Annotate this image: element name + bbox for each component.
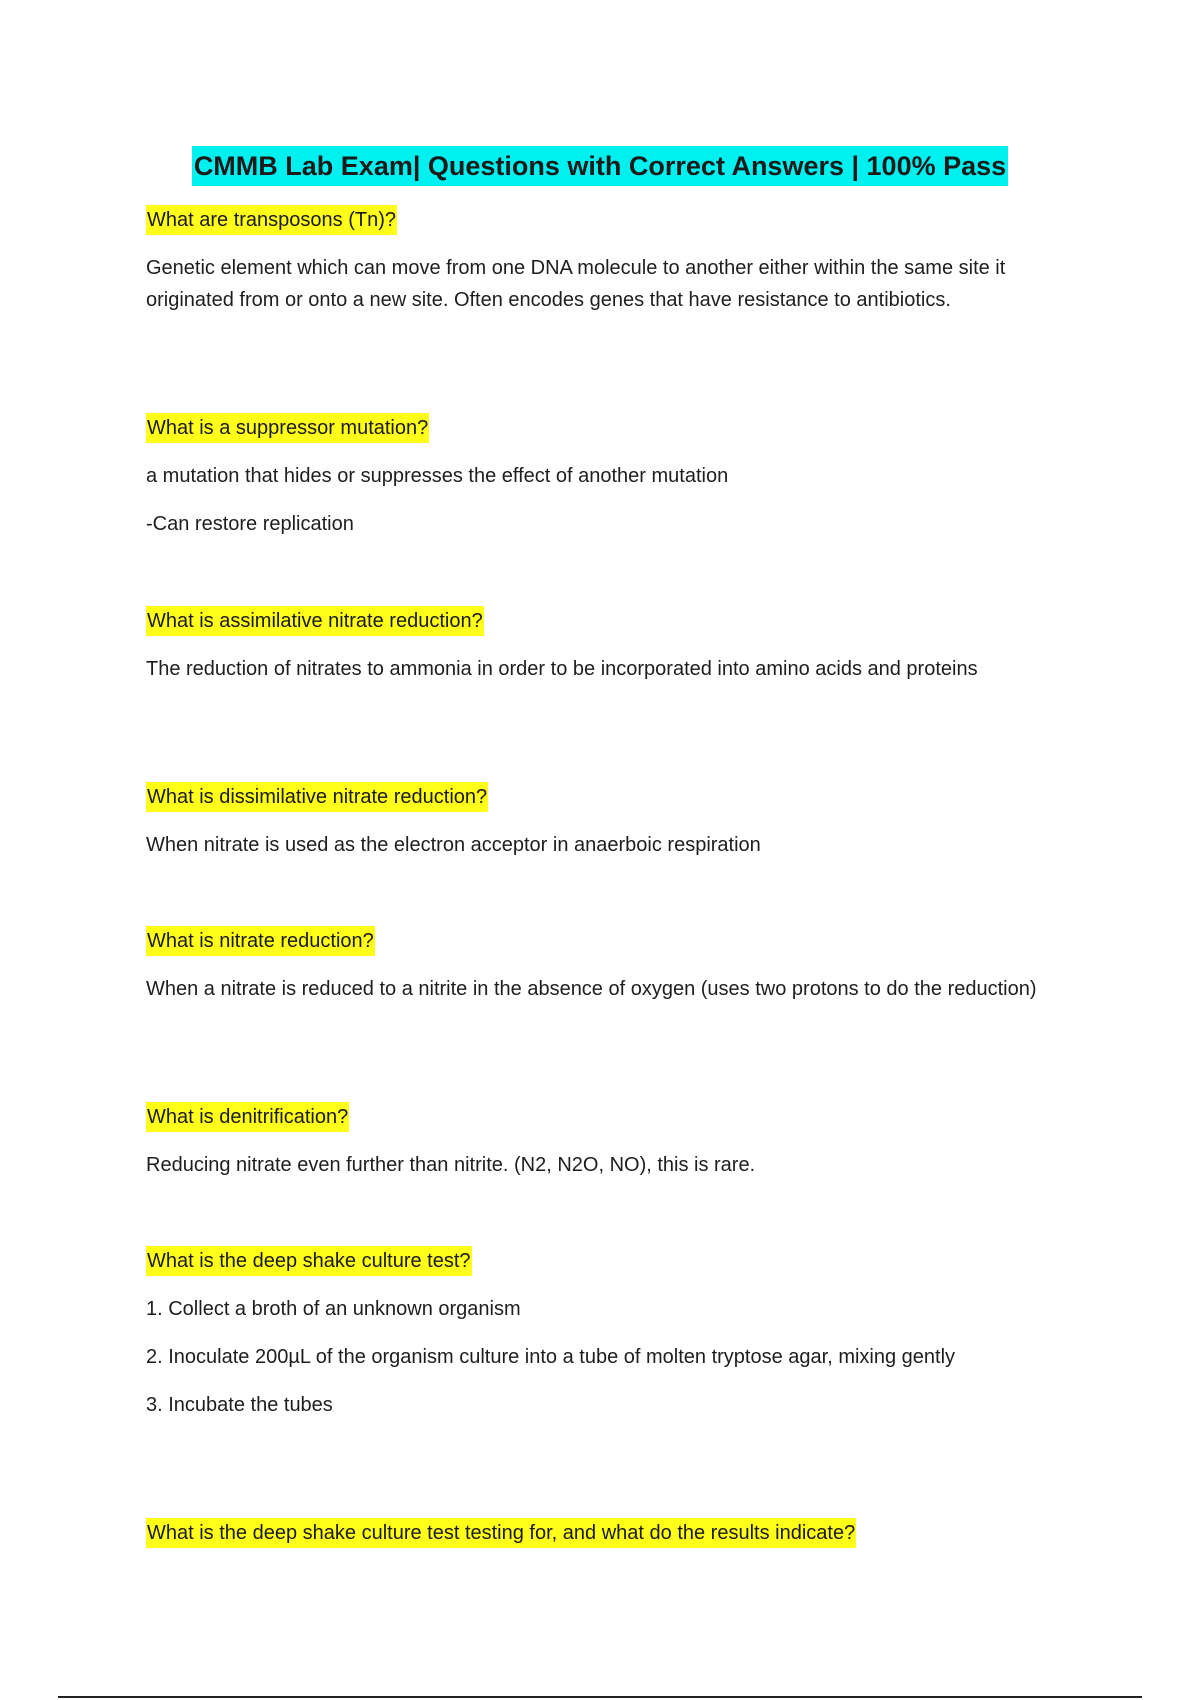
- document-title: CMMB Lab Exam| Questions with Correct Answers | 100% Pass: [192, 146, 1008, 186]
- question-heading: What is nitrate reduction?: [146, 926, 375, 956]
- question-heading: What is dissimilative nitrate reduction?: [146, 782, 488, 812]
- qa-item-dissimilative-nitrate-reduction: [146, 782, 1066, 861]
- qa-item-suppressor-mutation: [146, 413, 1066, 540]
- question-heading: What is a suppressor mutation?: [146, 413, 429, 443]
- answer-text: The reduction of nitrates to ammonia in order to be incorporated into amino acids and proteins: [146, 658, 978, 680]
- question-heading: What is assimilative nitrate reduction?: [146, 606, 484, 636]
- answer-step: 1. Collect a broth of an unknown organism: [146, 1298, 521, 1320]
- answer-text: When a nitrate is reduced to a nitrite in the absence of oxygen (uses two protons to do the reduction): [146, 978, 1037, 1000]
- question-heading: What is denitrification?: [146, 1102, 349, 1132]
- answer-text: When nitrate is used as the electron acceptor in anaerboic respiration: [146, 834, 761, 856]
- qa-item-transposons: [146, 205, 1066, 316]
- answer-step: 2. Inoculate 200µL of the organism culture into a tube of molten tryptose agar, mixing gently: [146, 1346, 956, 1368]
- answer-step: 3. Incubate the tubes: [146, 1394, 333, 1416]
- answer-text: a mutation that hides or suppresses the effect of another mutation: [146, 465, 729, 487]
- qa-item-assimilative-nitrate-reduction: [146, 606, 1066, 685]
- qa-item-deep-shake-culture-test: [146, 1246, 1066, 1421]
- question-heading: What are transposons (Tn)?: [146, 205, 397, 235]
- qa-item-nitrate-reduction: [146, 926, 1066, 1005]
- question-heading: What is the deep shake culture test testing for, and what do the results indicate?: [146, 1518, 856, 1548]
- answer-text: Reducing nitrate even further than nitrite. (N2, N2O, NO), this is rare.: [146, 1154, 756, 1176]
- qa-item-denitrification: [146, 1102, 1066, 1181]
- answer-text: Genetic element which can move from one DNA molecule to another either within the same site it originated from or onto a new site. Often encodes genes that have resistance to antibiotics.: [146, 257, 1006, 311]
- question-heading: What is the deep shake culture test?: [146, 1246, 472, 1276]
- answer-text: -Can restore replication: [146, 513, 354, 535]
- title-wrapper: [0, 146, 1200, 186]
- footer-divider: [58, 1696, 1142, 1698]
- qa-item-deep-shake-results: [146, 1518, 1066, 1548]
